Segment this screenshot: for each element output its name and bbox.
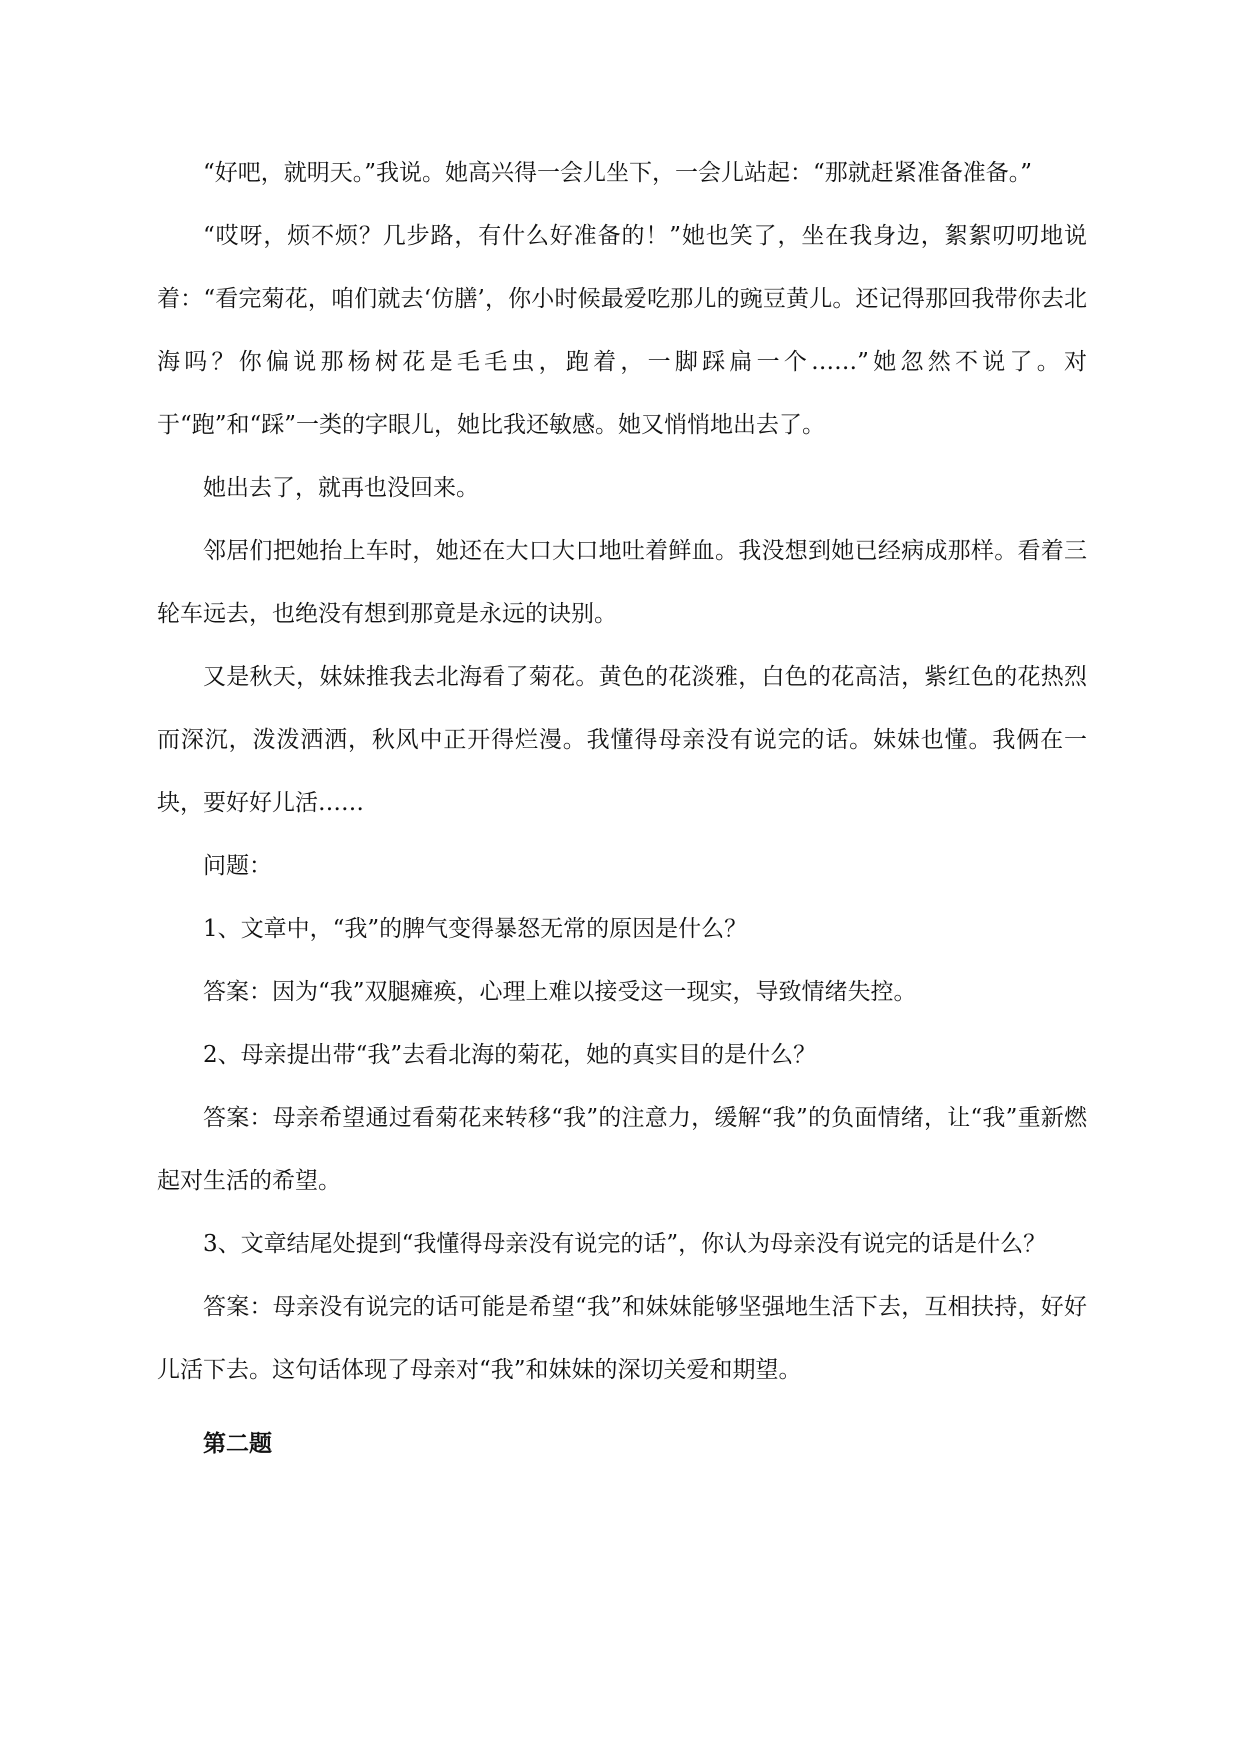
answer-2: 答案：母亲希望通过看菊花来转移“我”的注意力，缓解“我”的负面情绪，让“我”重新燃起对生活的希望。 (157, 1105, 1087, 1194)
paragraph-5: 又是秋天，妹妹推我去北海看了菊花。黄色的花淡雅，白色的花高洁，紫红色的花热烈而深沉，泼泼洒洒，秋风中正开得烂漫。我懂得母亲没有说完的话。妹妹也懂。我俩在一块，要好好儿活…… (157, 664, 1087, 816)
question-2: 2、母亲提出带“我”去看北海的菊花，她的真实目的是什么？ (203, 1042, 817, 1068)
paragraph-2: “哎呀，烦不烦？几步路，有什么好准备的！”她也笑了，坐在我身边，絮絮叨叨地说着：“看完菊花，咱们就去‘仿膳’，你小时候最爱吃那儿的豌豆黄儿。还记得那回我带你去北海吗？你偏说那杨树花是毛毛虫，跑着，一脚踩扁一个……”她忽然不说了。对于“跑”和“踩”一类的字眼儿，她比我还敏感。她又悄悄地出去了。 (157, 223, 1087, 438)
section-heading: 第二题 (203, 1430, 272, 1457)
document-body (157, 142, 1087, 1475)
paragraph-4: 邻居们把她抬上车时，她还在大口大口地吐着鲜血。我没想到她已经病成那样。看着三轮车远去，也绝没有想到那竟是永远的诀别。 (157, 538, 1087, 627)
questions-label: 问题： (203, 853, 272, 879)
paragraph-3: 她出去了，就再也没回来。 (203, 475, 479, 501)
paragraph-1: “好吧，就明天。”我说。她高兴得一会儿坐下，一会儿站起：“那就赶紧准备准备。” (203, 160, 1033, 186)
answer-3: 答案：母亲没有说完的话可能是希望“我”和妹妹能够坚强地生活下去，互相扶持，好好儿活下去。这句话体现了母亲对“我”和妹妹的深切关爱和期望。 (157, 1294, 1087, 1383)
answer-1: 答案：因为“我”双腿瘫痪，心理上难以接受这一现实，导致情绪失控。 (203, 979, 917, 1005)
question-1: 1、文章中，“我”的脾气变得暴怒无常的原因是什么？ (203, 916, 748, 942)
question-3: 3、文章结尾处提到“我懂得母亲没有说完的话”，你认为母亲没有说完的话是什么？ (203, 1231, 1047, 1257)
